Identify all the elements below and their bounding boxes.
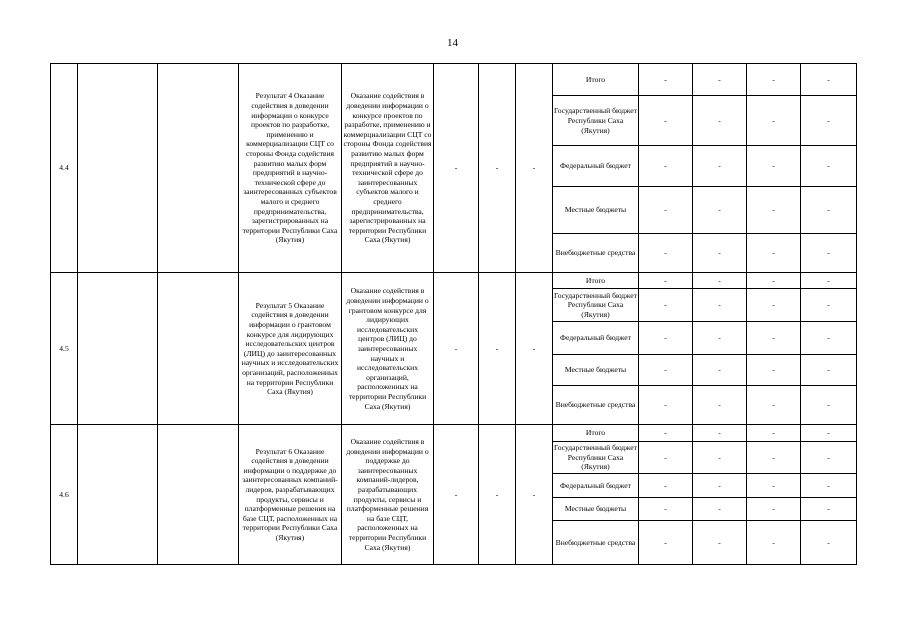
value-cell: -: [639, 521, 693, 565]
empty-cell: [158, 273, 239, 425]
value-cell: -: [747, 273, 801, 289]
description-cell: Оказание содействия в доведении информации о поддержке до заинтересованных компаний-лидеров, разрабатывающих продукты, сервисы и платформенные решения на базе СЦТ, расположенных на территории Республики Саха (Якутия): [342, 425, 434, 565]
funding-source: Федеральный бюджет: [553, 322, 639, 354]
funding-source: Итого: [553, 425, 639, 442]
value-cell: -: [639, 498, 693, 521]
dash-cell: -: [479, 273, 516, 425]
table-body: [51, 64, 857, 565]
result-cell: Результат 6 Оказание содействия в доведении информации о поддержке до заинтересованных компаний-лидеров, разрабатывающих продукты, сервисы и платформенные решения на базе СЦТ, расположенных на территории Республики Саха (Якутия): [239, 425, 342, 565]
value-cell: -: [747, 96, 801, 146]
value-cell: -: [639, 425, 693, 442]
value-cell: -: [639, 474, 693, 498]
value-cell: -: [801, 474, 857, 498]
value-cell: -: [639, 442, 693, 474]
value-cell: -: [747, 354, 801, 385]
value-cell: -: [693, 96, 747, 146]
value-cell: -: [639, 146, 693, 187]
funding-source: Итого: [553, 64, 639, 96]
empty-cell: [78, 425, 158, 565]
empty-cell: [158, 64, 239, 273]
value-cell: -: [693, 385, 747, 425]
value-cell: -: [693, 521, 747, 565]
value-cell: -: [801, 385, 857, 425]
value-cell: -: [801, 146, 857, 187]
dash-cell: -: [434, 273, 479, 425]
value-cell: -: [693, 288, 747, 321]
value-cell: -: [747, 146, 801, 187]
result-cell: Результат 4 Оказание содействия в доведении информации о конкурсе проектов по разработке, применению и коммерциализации СЦТ со стороны Фонда содействия развитию малых форм предприятий в научно-технической сфере до заинтересованных субъектов малого и среднего предпринимательства, зарегистрированных на территории Республики Саха (Якутия): [239, 64, 342, 273]
dash-cell: -: [479, 425, 516, 565]
value-cell: -: [693, 474, 747, 498]
funding-source: Внебюджетные средства: [553, 233, 639, 273]
value-cell: -: [639, 354, 693, 385]
result-cell: Результат 5 Оказание содействия в доведении информации о грантовом конкурсе для лидирующих исследовательских центров (ЛИЦ) до заинтересованных научных и исследовательских организаций, расположенных на территории Республики Саха (Якутия): [239, 273, 342, 425]
value-cell: -: [693, 146, 747, 187]
program-table: [50, 63, 857, 565]
description-cell: Оказание содействия в доведении информации о грантовом конкурсе для лидирующих исследовательских центров (ЛИЦ) до заинтересованных научных и исследовательских организаций, расположенных на территории Республики Саха (Якутия): [342, 273, 434, 425]
funding-source: Внебюджетные средства: [553, 385, 639, 425]
value-cell: -: [693, 64, 747, 96]
value-cell: -: [801, 288, 857, 321]
row-number: 4.5: [51, 273, 78, 425]
value-cell: -: [693, 498, 747, 521]
value-cell: -: [693, 425, 747, 442]
funding-source: Государственный бюджет Республики Саха (Якутия): [553, 442, 639, 474]
value-cell: -: [801, 96, 857, 146]
row-number: 4.4: [51, 64, 78, 273]
value-cell: -: [639, 186, 693, 233]
funding-source: Федеральный бюджет: [553, 474, 639, 498]
empty-cell: [78, 64, 158, 273]
page-number: 14: [447, 37, 458, 49]
value-cell: -: [801, 354, 857, 385]
value-cell: -: [747, 288, 801, 321]
value-cell: -: [747, 498, 801, 521]
value-cell: -: [639, 322, 693, 354]
table-row: [51, 64, 857, 96]
value-cell: -: [801, 233, 857, 273]
value-cell: -: [693, 186, 747, 233]
value-cell: -: [747, 474, 801, 498]
value-cell: -: [747, 186, 801, 233]
value-cell: -: [801, 442, 857, 474]
value-cell: -: [747, 322, 801, 354]
value-cell: -: [747, 521, 801, 565]
value-cell: -: [801, 273, 857, 289]
value-cell: -: [693, 442, 747, 474]
dash-cell: -: [516, 273, 553, 425]
value-cell: -: [801, 498, 857, 521]
value-cell: -: [747, 385, 801, 425]
table-row: [51, 425, 857, 442]
value-cell: -: [801, 186, 857, 233]
value-cell: -: [639, 273, 693, 289]
value-cell: -: [639, 385, 693, 425]
value-cell: -: [801, 425, 857, 442]
value-cell: -: [747, 64, 801, 96]
funding-source: Внебюджетные средства: [553, 521, 639, 565]
value-cell: -: [639, 233, 693, 273]
value-cell: -: [747, 233, 801, 273]
value-cell: -: [639, 64, 693, 96]
value-cell: -: [693, 233, 747, 273]
value-cell: -: [639, 96, 693, 146]
value-cell: -: [801, 322, 857, 354]
value-cell: -: [639, 288, 693, 321]
dash-cell: -: [516, 425, 553, 565]
row-number: 4.6: [51, 425, 78, 565]
value-cell: -: [801, 521, 857, 565]
funding-source: Государственный бюджет Республики Саха (Якутия): [553, 96, 639, 146]
table-row: [51, 273, 857, 289]
description-cell: Оказание содействия в доведении информации о конкурсе проектов по разработке, применению и коммерциализации СЦТ со стороны Фонда содействия развитию малых форм предприятий в научно-технической сфере до заинтересованных субъектов малого и среднего предпринимательства, зарегистрированных на территории Республики Саха (Якутия): [342, 64, 434, 273]
dash-cell: -: [479, 64, 516, 273]
empty-cell: [158, 425, 239, 565]
funding-source: Государственный бюджет Республики Саха (Якутия): [553, 288, 639, 321]
value-cell: -: [747, 425, 801, 442]
dash-cell: -: [434, 425, 479, 565]
funding-source: Местные бюджеты: [553, 498, 639, 521]
value-cell: -: [693, 273, 747, 289]
dash-cell: -: [434, 64, 479, 273]
empty-cell: [78, 273, 158, 425]
funding-source: Местные бюджеты: [553, 354, 639, 385]
value-cell: -: [801, 64, 857, 96]
value-cell: -: [693, 354, 747, 385]
dash-cell: -: [516, 64, 553, 273]
value-cell: -: [693, 322, 747, 354]
funding-source: Итого: [553, 273, 639, 289]
funding-source: Федеральный бюджет: [553, 146, 639, 187]
funding-source: Местные бюджеты: [553, 186, 639, 233]
value-cell: -: [747, 442, 801, 474]
